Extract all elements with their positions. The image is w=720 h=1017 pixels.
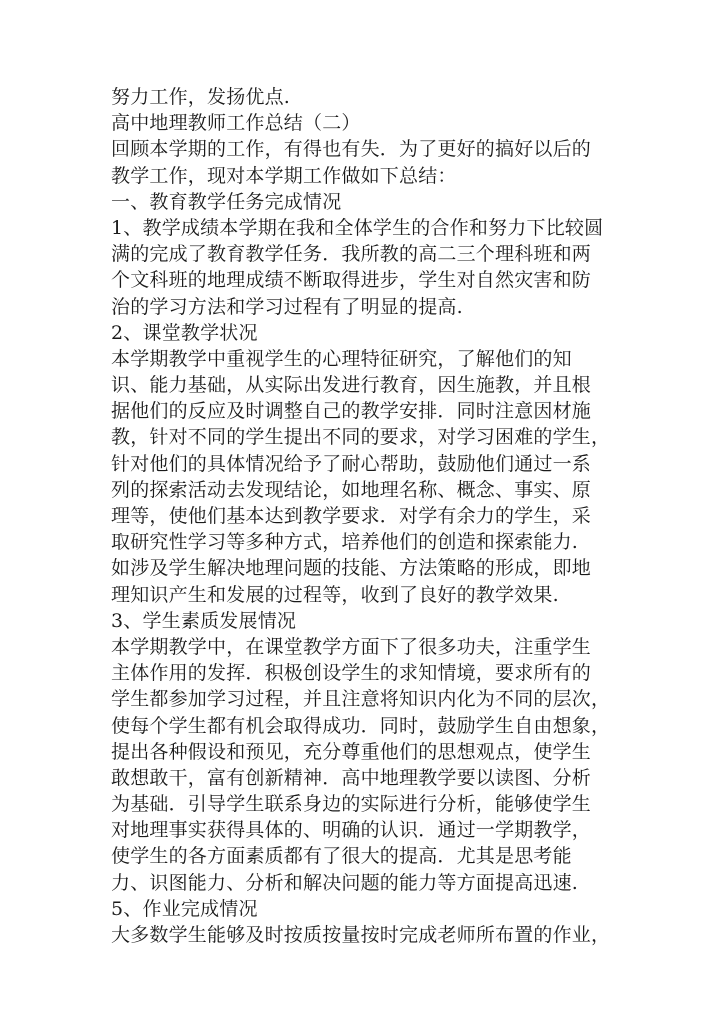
text-line: 5、作业完成情况 <box>111 897 258 920</box>
text-line: 学生都参加学习过程，并且注意将知识内化为不同的层次， <box>111 688 611 711</box>
text-line: 本学期教学中，在课堂教学方面下了很多功夫，注重学生 <box>111 635 592 658</box>
text-line: 理等，使他们基本达到教学要求．对学有余力的学生，采 <box>111 505 592 527</box>
text-line: 针对他们的具体情况给予了耐心帮助，鼓励他们通过一系 <box>111 452 592 475</box>
text-line: 高中地理教师工作总结（二） <box>111 112 361 135</box>
text-line: 满的完成了教育教学任务．我所教的高二三个理科班和两 <box>111 243 592 266</box>
text-line: 主体作用的发挥．积极创设学生的求知情境，要求所有的 <box>111 662 592 685</box>
text-line: 1、教学成绩本学期在我和全体学生的合作和努力下比较圆 <box>111 216 604 239</box>
text-line: 列的探索活动去发现结论，如地理名称、概念、事实、原 <box>111 478 592 501</box>
text-line: 提出各种假设和预见，充分尊重他们的思想观点，使学生 <box>111 740 592 763</box>
text-line: 对地理事实获得具体的、明确的认识．通过一学期教学， <box>111 819 592 842</box>
text-line: 力、识图能力、分析和解决问题的能力等方面提高迅速. <box>111 871 579 894</box>
text-line: 个文科班的地理成绩不断取得进步，学生对自然灾害和防 <box>111 269 592 292</box>
text-line: 回顾本学期的工作，有得也有失．为了更好的搞好以后的 <box>111 138 592 161</box>
document-body <box>111 84 611 948</box>
text-line: 教学工作，现对本学期工作做如下总结： <box>111 164 457 187</box>
text-line: 取研究性学习等多种方式，培养他们的创造和探索能力. <box>111 531 579 554</box>
text-line: 3、学生素质发展情况 <box>111 609 297 632</box>
text-line: 据他们的反应及时调整自己的教学安排．同时注意因材施 <box>111 400 592 423</box>
text-line: 努力工作，发扬优点. <box>111 86 291 108</box>
text-line: 使学生的各方面素质都有了很大的提高．尤其是思考能 <box>111 845 572 868</box>
text-line: 如涉及学生解决地理问题的技能、方法策略的形成，即地 <box>111 557 592 580</box>
text-line: 治的学习方法和学习过程有了明显的提高. <box>111 295 463 318</box>
text-line: 识、能力基础，从实际出发进行教育，因生施教，并且根 <box>111 374 592 397</box>
text-line: 教，针对不同的学生提出不同的要求，对学习困难的学生， <box>111 426 611 449</box>
text-line: 大多数学生能够及时按质按量按时完成老师所布置的作业， <box>111 924 611 946</box>
text-line: 敢想敢干，富有创新精神．高中地理教学要以读图、分析 <box>111 766 592 789</box>
text-line: 为基础．引导学生联系身边的实际进行分析，能够使学生 <box>111 793 592 816</box>
text-line: 理知识产生和发展的过程等，收到了良好的教学效果. <box>111 583 559 606</box>
text-line: 2、课堂教学状况 <box>111 321 258 344</box>
text-line: 一、教育教学任务完成情况 <box>111 190 342 213</box>
text-line: 本学期教学中重视学生的心理特征研究，了解他们的知 <box>111 347 572 370</box>
text-line: 使每个学生都有机会取得成功．同时，鼓励学生自由想象， <box>111 714 611 737</box>
